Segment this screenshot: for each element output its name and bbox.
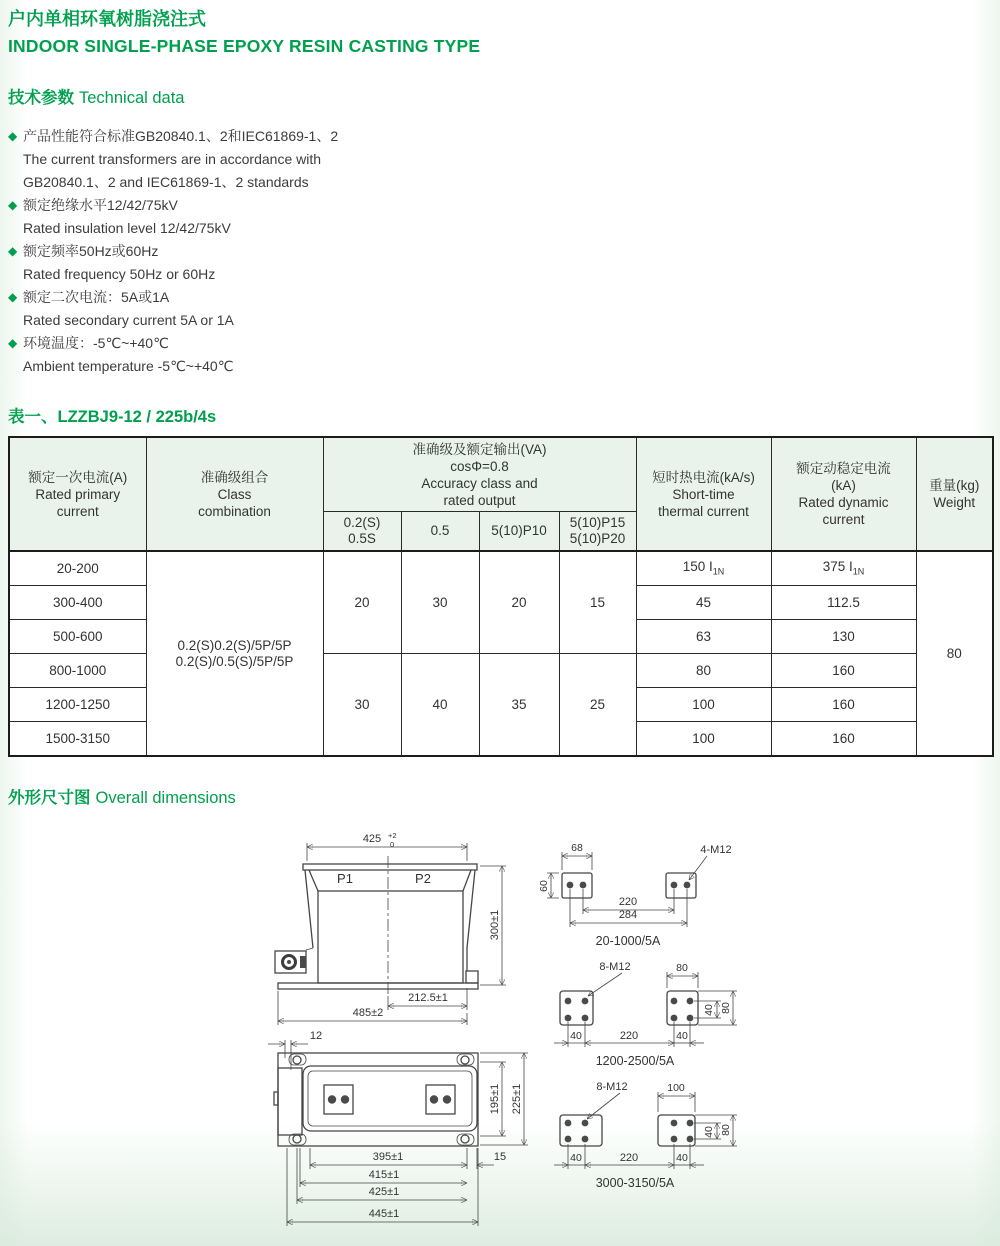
- dim-label: 40: [570, 1030, 582, 1042]
- plan-body: [274, 1053, 478, 1146]
- terminal-label-p2: P2: [415, 871, 431, 886]
- drawing-terminal-3000-3150: [540, 1078, 780, 1213]
- cell-va: 20: [323, 551, 401, 654]
- dim-label: 425: [362, 833, 382, 845]
- front-dimensions: [278, 831, 506, 1025]
- cell-weight: 80: [916, 551, 993, 756]
- cell-range: 300-400: [9, 586, 146, 620]
- dim-label: 284: [618, 909, 638, 921]
- dim-tolerance-minus: 0: [390, 840, 395, 849]
- dim-label: 40: [676, 1030, 688, 1042]
- cell-dynamic: 160: [771, 688, 916, 722]
- cell-va: 30: [401, 551, 479, 654]
- bolt-spec-label: 4-M12: [700, 844, 732, 856]
- dim-label: 225±1: [511, 1083, 523, 1115]
- bolt-spec-label: 8-M12: [596, 1081, 628, 1093]
- bullet-line-en: Ambient temperature -5℃~+40℃: [23, 358, 234, 375]
- dim-label: 212.5±1: [408, 992, 448, 1004]
- detail-caption: 3000-3150/5A: [595, 1176, 675, 1190]
- bolt-spec-label: 8-M12: [599, 961, 631, 973]
- dim-label: 80: [720, 1002, 732, 1014]
- cell-range: 20-200: [9, 551, 146, 586]
- diamond-bullet-icon: ◆: [8, 290, 18, 305]
- terminal-blocks: [562, 873, 696, 898]
- terminal-blocks: [560, 991, 698, 1025]
- dim-label: 220: [619, 1152, 639, 1164]
- dim-label: 220: [619, 1030, 639, 1042]
- doc-title-zh: 户内单相环氧树脂浇注式: [8, 9, 206, 29]
- cell-dynamic: 112.5: [771, 586, 916, 620]
- detail-dimensions: [554, 961, 737, 1047]
- drawing-terminal-1200-2500: [540, 958, 780, 1088]
- secondary-terminal-strip: [274, 1068, 302, 1135]
- cell-range: 500-600: [9, 620, 146, 654]
- dim-label: 195±1: [489, 1083, 501, 1115]
- dim-label: 445±1: [368, 1208, 400, 1220]
- table-row: [9, 551, 993, 586]
- cell-thermal: 150 $I_{1N}$: [636, 551, 771, 586]
- detail-caption: 1200-2500/5A: [595, 1054, 675, 1068]
- dim-label: 80: [720, 1124, 732, 1136]
- dim-label: 80: [676, 962, 688, 974]
- dim-label: 220: [618, 896, 638, 908]
- cell-va: 20: [479, 551, 559, 654]
- bullet-line-zh: 额定二次电流：5A或1A: [23, 289, 170, 306]
- dim-label: 415±1: [368, 1169, 400, 1181]
- spec-bullet-list: [8, 125, 992, 378]
- cell-va: 40: [401, 654, 479, 757]
- dim-label: 68: [571, 842, 583, 854]
- cell-va: 15: [559, 551, 636, 654]
- dim-label: 60: [538, 880, 550, 892]
- bullet-line-zh: 环境温度：-5℃~+40℃: [23, 335, 169, 352]
- col-header-primary-current: 额定一次电流(A) Rated primary current: [9, 437, 146, 551]
- front-body: [275, 856, 478, 996]
- dim-tolerance-plus: +2: [388, 831, 397, 840]
- bullet-line-en: Rated secondary current 5A or 1A: [23, 312, 234, 329]
- dim-label: 40: [676, 1152, 688, 1164]
- dim-label: 300±1: [489, 909, 501, 941]
- cell-va: 30: [323, 654, 401, 757]
- terminal-blocks: [560, 1115, 695, 1146]
- col-header-dynamic-current: 额定动稳定电流 (kA) Rated dynamic current: [771, 437, 916, 551]
- dims-heading-zh: 外形尺寸图: [8, 789, 91, 807]
- spec-bullet: [8, 125, 992, 194]
- spec-bullet: [8, 194, 992, 240]
- cell-thermal: 45: [636, 586, 771, 620]
- diamond-bullet-icon: ◆: [8, 244, 18, 259]
- bullet-line-en: Rated insulation level 12/42/75kV: [23, 220, 231, 237]
- detail-dimensions: [554, 1081, 737, 1169]
- dim-label: 40: [703, 1004, 715, 1016]
- subcol-05: 0.5: [401, 512, 479, 552]
- diamond-bullet-icon: ◆: [8, 336, 18, 351]
- bullet-line-zh: 额定频率50Hz或60Hz: [23, 243, 159, 260]
- bullet-line-en: GB20840.1、2 and IEC61869-1、2 standards: [23, 174, 309, 191]
- dim-label: 40: [570, 1152, 582, 1164]
- bullet-line-en: The current transformers are in accordance with: [23, 151, 322, 168]
- drawing-plan-view: [260, 1028, 540, 1244]
- cell-class-combination: 0.2(S)0.2(S)/5P/5P 0.2(S)/0.5(S)/5P/5P: [146, 551, 323, 756]
- cell-range: 1500-3150: [9, 722, 146, 757]
- secondary-terminal-box: [275, 951, 306, 973]
- cell-range: 800-1000: [9, 654, 146, 688]
- doc-title-en: INDOOR SINGLE-PHASE EPOXY RESIN CASTING TYPE: [8, 35, 481, 56]
- col-header-weight: 重量(kg) Weight: [916, 437, 993, 551]
- dim-label: 15: [493, 1151, 507, 1163]
- detail-caption: 20-1000/5A: [595, 934, 661, 948]
- primary-terminal-block: [426, 1085, 455, 1114]
- subcol-02s: 0.2(S) 0.5S: [323, 512, 401, 552]
- table-title: 表一、LZZBJ9-12 / 225b/4s: [8, 408, 217, 427]
- dim-label: 485±2: [352, 1007, 384, 1019]
- cell-thermal: 63: [636, 620, 771, 654]
- col-header-thermal-current: 短时热电流(kA/s) Short-time thermal current: [636, 437, 771, 551]
- drawing-front-view: [260, 828, 540, 1028]
- dimension-drawings: [0, 828, 1000, 1246]
- diamond-bullet-icon: ◆: [8, 198, 18, 213]
- spec-bullet: [8, 332, 992, 378]
- cell-thermal: 80: [636, 654, 771, 688]
- col-header-class-combination: 准确级组合 Class combination: [146, 437, 323, 551]
- bullet-line-en: Rated frequency 50Hz or 60Hz: [23, 266, 216, 283]
- section-heading-en: Technical data: [79, 89, 185, 108]
- dims-heading-en: Overall dimensions: [95, 789, 236, 807]
- bullet-line-zh: 产品性能符合标准GB20840.1、2和IEC61869-1、2: [23, 128, 339, 145]
- cell-dynamic: 130: [771, 620, 916, 654]
- spec-table: [8, 436, 994, 757]
- cell-dynamic: 160: [771, 722, 916, 757]
- section-technical-data: [8, 84, 992, 108]
- primary-terminal-block: [324, 1085, 353, 1114]
- plan-dimensions: [268, 1030, 528, 1226]
- section-overall-dimensions: [8, 784, 236, 808]
- dim-label: 395±1: [372, 1151, 404, 1163]
- terminal-label-p1: P1: [337, 871, 353, 886]
- cell-va: 35: [479, 654, 559, 757]
- col-header-accuracy-group: 准确级及额定输出(VA) cosΦ=0.8 Accuracy class and rated output: [323, 437, 636, 512]
- drawing-terminal-20-1000: [540, 838, 780, 968]
- subcol-5p10: 5(10)P10: [479, 512, 559, 552]
- spec-bullet: [8, 286, 992, 332]
- dim-label: 425±1: [368, 1186, 400, 1198]
- dim-label: 12: [309, 1030, 323, 1042]
- cell-range: 1200-1250: [9, 688, 146, 722]
- section-heading-zh: 技术参数: [8, 89, 74, 108]
- bullet-line-zh: 额定绝缘水平12/42/75kV: [23, 197, 178, 214]
- cell-va: 25: [559, 654, 636, 757]
- cell-dynamic: 160: [771, 654, 916, 688]
- diamond-bullet-icon: ◆: [8, 129, 18, 144]
- dim-label: 100: [667, 1082, 685, 1094]
- subcol-5p15-5p20: 5(10)P15 5(10)P20: [559, 512, 636, 552]
- dim-label: 40: [703, 1126, 715, 1138]
- cell-thermal: 100: [636, 722, 771, 757]
- spec-bullet: [8, 240, 992, 286]
- cell-thermal: 100: [636, 688, 771, 722]
- cell-dynamic: 375 $I_{1N}$: [771, 551, 916, 586]
